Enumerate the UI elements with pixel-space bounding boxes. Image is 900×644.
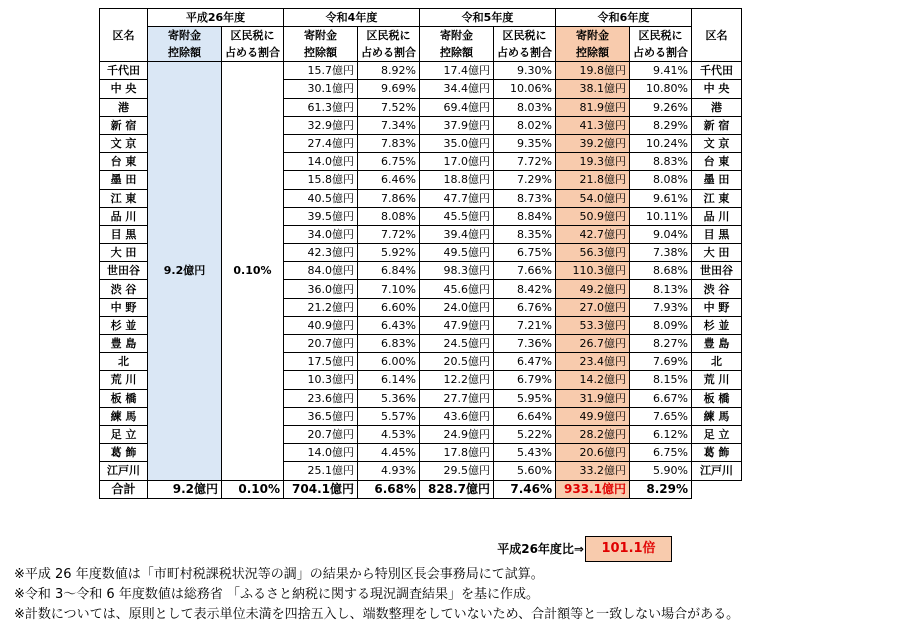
r5-pct: 8.84% [494,207,556,225]
ward-name: 杉 並 [100,316,148,334]
r4-amount: 25.1億円 [284,462,358,480]
year-header-r5: 令和5年度 [420,9,556,27]
r5-amount: 45.6億円 [420,280,494,298]
r5-amount: 35.0億円 [420,134,494,152]
r6-pct: 9.41% [630,62,692,80]
tax-deduction-table [99,8,742,499]
r5-pct: 7.66% [494,262,556,280]
total-r4-pct: 6.68% [358,480,420,498]
footnote-2: ※令和 3～令和 6 年度数値は総務省 「ふるさと納税に関する現況調査結果」を基に作成。 [14,587,539,602]
r4-pct: 7.72% [358,225,420,243]
footnote-3: ※計数については、原則として表示単位未満を四捨五入し、端数整理をしていないため、合計額等と一致しない場合がある。 [14,607,740,622]
r5-amount: 17.8億円 [420,444,494,462]
r4-pct: 7.10% [358,280,420,298]
r4-pct: 6.75% [358,153,420,171]
r6-pct: 5.90% [630,462,692,480]
ratio-label: 平成26年度比⇒ [497,542,584,556]
header-row-metrics [100,27,742,62]
ward-name-right: 墨 田 [692,171,742,189]
r6-amount: 14.2億円 [556,371,630,389]
r5-amount: 45.5億円 [420,207,494,225]
r4-amount: 34.0億円 [284,225,358,243]
r6-amount: 53.3億円 [556,316,630,334]
r6-pct: 7.93% [630,298,692,316]
ward-name: 北 [100,353,148,371]
ward-name: 大 田 [100,244,148,262]
r5-amount: 43.6億円 [420,407,494,425]
r6-pct: 8.15% [630,371,692,389]
r6-amount: 110.3億円 [556,262,630,280]
ward-name-right: 足 立 [692,425,742,443]
amount-header-r4: 寄附金 控除額 [284,27,358,62]
total-r5-amount: 828.7億円 [420,480,494,498]
ward-name-right: 豊 島 [692,335,742,353]
ward-name: 江 東 [100,189,148,207]
r4-amount: 20.7億円 [284,335,358,353]
r5-amount: 69.4億円 [420,98,494,116]
ward-name-right: 台 東 [692,153,742,171]
ward-name-right: 港 [692,98,742,116]
amount-header-h26: 寄附金 控除額 [148,27,222,62]
total-r5-pct: 7.46% [494,480,556,498]
h26-amount-merged: 9.2億円 [148,62,222,480]
r4-amount: 27.4億円 [284,134,358,152]
ward-name-right: 新 宿 [692,116,742,134]
r6-amount: 28.2億円 [556,425,630,443]
r5-pct: 5.22% [494,425,556,443]
ward-name: 新 宿 [100,116,148,134]
r6-pct: 10.24% [630,134,692,152]
r6-amount: 39.2億円 [556,134,630,152]
r4-pct: 6.84% [358,262,420,280]
r4-pct: 4.53% [358,425,420,443]
ward-name-right: 文 京 [692,134,742,152]
r4-pct: 6.83% [358,335,420,353]
r4-pct: 6.14% [358,371,420,389]
r5-pct: 6.75% [494,244,556,262]
r5-pct: 10.06% [494,80,556,98]
year-header-h26: 平成26年度 [148,9,284,27]
r4-amount: 84.0億円 [284,262,358,280]
r5-pct: 6.76% [494,298,556,316]
r4-amount: 14.0億円 [284,153,358,171]
r5-amount: 34.4億円 [420,80,494,98]
total-row [100,480,742,498]
r4-amount: 42.3億円 [284,244,358,262]
r6-pct: 7.69% [630,353,692,371]
ward-name: 豊 島 [100,335,148,353]
ward-name: 品 川 [100,207,148,225]
r5-amount: 39.4億円 [420,225,494,243]
r5-amount: 27.7億円 [420,389,494,407]
r4-amount: 14.0億円 [284,444,358,462]
r5-amount: 98.3億円 [420,262,494,280]
r5-amount: 37.9億円 [420,116,494,134]
r6-pct: 10.80% [630,80,692,98]
r4-amount: 61.3億円 [284,98,358,116]
r5-pct: 5.43% [494,444,556,462]
ward-name: 中 央 [100,80,148,98]
table-body [100,62,742,480]
ward-name-right: 江 東 [692,189,742,207]
r6-pct: 8.08% [630,171,692,189]
ward-name: 江戸川 [100,462,148,480]
r5-amount: 47.7億円 [420,189,494,207]
r6-pct: 10.11% [630,207,692,225]
r6-amount: 49.9億円 [556,407,630,425]
r6-pct: 7.38% [630,244,692,262]
r5-pct: 9.30% [494,62,556,80]
r4-pct: 7.83% [358,134,420,152]
r6-amount: 42.7億円 [556,225,630,243]
r4-amount: 40.9億円 [284,316,358,334]
r5-amount: 29.5億円 [420,462,494,480]
r4-pct: 6.60% [358,298,420,316]
ward-name-right: 中 央 [692,80,742,98]
r6-pct: 6.75% [630,444,692,462]
r4-pct: 4.45% [358,444,420,462]
r5-pct: 7.29% [494,171,556,189]
ward-name: 文 京 [100,134,148,152]
r5-pct: 6.47% [494,353,556,371]
r5-pct: 6.64% [494,407,556,425]
r6-amount: 19.8億円 [556,62,630,80]
ward-name: 墨 田 [100,171,148,189]
amount-header-r6: 寄附金 控除額 [556,27,630,62]
r4-amount: 32.9億円 [284,116,358,134]
ward-name: 千代田 [100,62,148,80]
r4-amount: 10.3億円 [284,371,358,389]
ward-name-right: 杉 並 [692,316,742,334]
r5-pct: 8.02% [494,116,556,134]
ward-name-right: 目 黒 [692,225,742,243]
r6-amount: 26.7億円 [556,335,630,353]
r4-amount: 23.6億円 [284,389,358,407]
h26-pct-merged: 0.10% [222,62,284,480]
r4-amount: 20.7億円 [284,425,358,443]
r4-pct: 7.52% [358,98,420,116]
r6-amount: 19.3億円 [556,153,630,171]
r4-pct: 5.36% [358,389,420,407]
r5-amount: 18.8億円 [420,171,494,189]
r5-amount: 47.9億円 [420,316,494,334]
r6-amount: 41.3億円 [556,116,630,134]
r6-pct: 6.67% [630,389,692,407]
r4-amount: 15.7億円 [284,62,358,80]
total-label: 合計 [100,480,148,498]
header-row-years [100,9,742,27]
r6-amount: 54.0億円 [556,189,630,207]
r5-pct: 8.35% [494,225,556,243]
r6-pct: 8.83% [630,153,692,171]
ward-name-right: 練 馬 [692,407,742,425]
r6-pct: 9.04% [630,225,692,243]
ward-name-right: 北 [692,353,742,371]
r4-amount: 30.1億円 [284,80,358,98]
pct-header-r6: 区民税に 占める割合 [630,27,692,62]
r4-pct: 5.57% [358,407,420,425]
ward-name: 足 立 [100,425,148,443]
pct-header-r4: 区民税に 占める割合 [358,27,420,62]
ward-name: 渋 谷 [100,280,148,298]
year-header-r4: 令和4年度 [284,9,420,27]
r4-pct: 5.92% [358,244,420,262]
r5-pct: 8.42% [494,280,556,298]
ward-name-right: 荒 川 [692,371,742,389]
r5-amount: 24.9億円 [420,425,494,443]
ward-name: 葛 飾 [100,444,148,462]
r4-amount: 17.5億円 [284,353,358,371]
r6-amount: 50.9億円 [556,207,630,225]
ward-name-right: 世田谷 [692,262,742,280]
total-r6-amount: 933.1億円 [556,480,630,498]
r4-pct: 4.93% [358,462,420,480]
r5-pct: 5.60% [494,462,556,480]
ward-name: 荒 川 [100,371,148,389]
r4-amount: 36.5億円 [284,407,358,425]
r5-amount: 20.5億円 [420,353,494,371]
ward-name: 板 橋 [100,389,148,407]
total-h26-pct: 0.10% [222,480,284,498]
r4-pct: 7.34% [358,116,420,134]
r6-amount: 31.9億円 [556,389,630,407]
r6-pct: 7.65% [630,407,692,425]
r6-pct: 9.26% [630,98,692,116]
ward-name: 港 [100,98,148,116]
r5-pct: 8.73% [494,189,556,207]
r4-amount: 15.8億円 [284,171,358,189]
ward-header-right: 区名 [692,9,742,62]
r4-pct: 6.43% [358,316,420,334]
r6-pct: 8.13% [630,280,692,298]
r5-amount: 12.2億円 [420,371,494,389]
ward-name-right: 板 橋 [692,389,742,407]
ward-name-right: 大 田 [692,244,742,262]
r6-pct: 9.61% [630,189,692,207]
r6-amount: 81.9億円 [556,98,630,116]
ward-name-right: 千代田 [692,62,742,80]
ward-name-right: 中 野 [692,298,742,316]
r6-amount: 56.3億円 [556,244,630,262]
r5-pct: 5.95% [494,389,556,407]
r4-pct: 6.00% [358,353,420,371]
ward-name-right: 葛 飾 [692,444,742,462]
r6-amount: 21.8億円 [556,171,630,189]
pct-header-h26: 区民税に 占める割合 [222,27,284,62]
r4-amount: 21.2億円 [284,298,358,316]
ward-name-right: 品 川 [692,207,742,225]
r5-pct: 7.72% [494,153,556,171]
r6-amount: 27.0億円 [556,298,630,316]
total-blank-cell [692,480,742,498]
r4-pct: 9.69% [358,80,420,98]
total-r6-pct: 8.29% [630,480,692,498]
total-r4-amount: 704.1億円 [284,480,358,498]
r6-amount: 23.4億円 [556,353,630,371]
ward-name: 台 東 [100,153,148,171]
r5-amount: 24.5億円 [420,335,494,353]
r5-amount: 17.0億円 [420,153,494,171]
ward-name: 目 黒 [100,225,148,243]
ward-name-right: 江戸川 [692,462,742,480]
amount-header-r5: 寄附金 控除額 [420,27,494,62]
r4-amount: 36.0億円 [284,280,358,298]
year-header-r6: 令和6年度 [556,9,692,27]
r4-amount: 40.5億円 [284,189,358,207]
footnote-1: ※平成 26 年度数値は「市町村税課税状況等の調」の結果から特別区長会事務局にて試算。 [14,567,544,582]
r5-pct: 6.79% [494,371,556,389]
r6-pct: 8.27% [630,335,692,353]
ward-name: 練 馬 [100,407,148,425]
r4-pct: 8.08% [358,207,420,225]
r5-amount: 17.4億円 [420,62,494,80]
r5-pct: 7.36% [494,335,556,353]
r5-pct: 9.35% [494,134,556,152]
r4-pct: 6.46% [358,171,420,189]
r4-pct: 8.92% [358,62,420,80]
ward-name: 中 野 [100,298,148,316]
r6-pct: 8.68% [630,262,692,280]
r6-amount: 38.1億円 [556,80,630,98]
r6-amount: 49.2億円 [556,280,630,298]
r5-amount: 24.0億円 [420,298,494,316]
r4-pct: 7.86% [358,189,420,207]
ward-header: 区名 [100,9,148,62]
r5-amount: 49.5億円 [420,244,494,262]
pct-header-r5: 区民税に 占める割合 [494,27,556,62]
ward-name: 世田谷 [100,262,148,280]
r4-amount: 39.5億円 [284,207,358,225]
r5-pct: 8.03% [494,98,556,116]
total-h26-amount: 9.2億円 [148,480,222,498]
r6-amount: 33.2億円 [556,462,630,480]
ward-name-right: 渋 谷 [692,280,742,298]
r6-pct: 6.12% [630,425,692,443]
r6-pct: 8.29% [630,116,692,134]
ratio-value: 101.1倍 [585,536,672,562]
r6-pct: 8.09% [630,316,692,334]
r5-pct: 7.21% [494,316,556,334]
table-row [100,62,742,80]
r6-amount: 20.6億円 [556,444,630,462]
